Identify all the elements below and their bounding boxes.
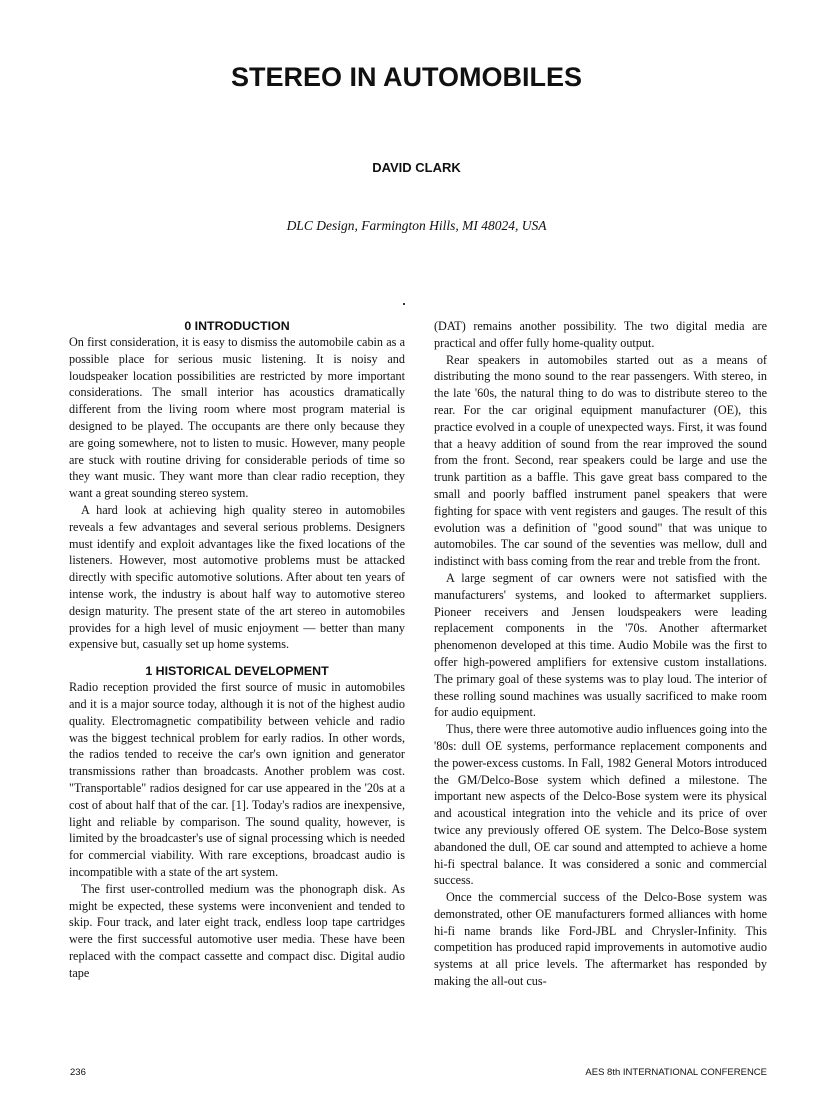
paragraph: A hard look at achieving high quality stereo in automobiles reveals a few advantages and several serious problems. Designers must identify and exploit advantages like the fixed locations of the listeners. However, most automotive problems must be attacked directly with specific automotive solutions. After about ten years of intense work, the industry is about half way to automotive stereo design maturity. The present state of the art stereo in automobiles provides for a high level of music enjoyment — better than many expensive but, casually set up home systems. (69, 502, 405, 652)
paragraph: Radio reception provided the first source of music in automobiles and it is a major source today, although it is not of the highest audio quality. Electromagnetic compatibility between vehicle and radio was the biggest technical problem for early radios. In other words, the radios tended to receive the car's own ignition and generator transmissions rather than broadcasts. Another problem was cost. "Transportable" radios designed for car use appeared in the '20s at a cost of about half that of the car. [1]. Today's radios are inexpensive, light and reliable by comparison. The sound quality, however, is limited by the broadcaster's use of signal processing which is needed for commercial viability. With rare exceptions, broadcast audio is incompatible with a state of the art system. (69, 680, 405, 879)
paragraph: On first consideration, it is easy to dismiss the automobile cabin as a possible place for serious music listening. It is noisy and loudspeaker location possibilities are restricted by more important considerations. The small interior has acoustics dramatically different from the living room where most program material is designed to be played. The occupants are there only because they are going somewhere, not to listen to music. However, many people are stuck with routine driving for considerable periods of time so they want music. They want more than clear radio reception, they want a great sounding stereo system. (69, 335, 405, 501)
section-heading-introduction: 0 INTRODUCTION (184, 319, 290, 333)
paragraph: Thus, there were three automotive audio influences going into the '80s: dull OE systems, performance replacement components and the power-excess customs. In Fall, 1982 General Motors introduced the GM/Delco-Bose system which defined a milestone. The important new aspects of the Delco-Bose system were its physical and acoustical integration into the vehicle and its price of over twice any previously offered OE system. The Delco-Bose system abandoned the dull, OE car sound and attempted to achieve a home hi-fi spectral balance. It was considered a sonic and commercial success. (434, 722, 767, 888)
paragraph: (DAT) remains another possibility. The two digital media are practical and offer fully home-quality output. (434, 319, 767, 350)
paragraph: The first user-controlled medium was the phonograph disk. As might be expected, these systems were inconvenient and tended to skip. Four track, and later eight track, endless loop tape cartridges were the first successful automotive user media. These have been replaced with the compact cassette and compact disc. Digital audio tape (69, 881, 405, 980)
page-number: 236 (70, 1067, 86, 1078)
conference-name: AES 8th INTERNATIONAL CONFERENCE (585, 1067, 767, 1078)
paragraph: A large segment of car owners were not satisfied with the manufacturers' systems, and looked to aftermarket suppliers. Pioneer receivers and Jensen loudspeakers were leading replacement components in the '70s. Another aftermarket phenomenon developed at this time. Audio Mobile was the first to offer high-powered amplifiers for extensive custom installations. The primary goal of these systems was to play loud. The interior of these rolling sound machines was usually sacrificed to make room for audio equipment. (434, 570, 767, 720)
author-affiliation: DLC Design, Farmington Hills, MI 48024, USA (286, 218, 547, 233)
left-column (69, 318, 405, 981)
paper-title: STEREO IN AUTOMOBILES (230, 62, 583, 92)
paragraph: Once the commercial success of the Delco-Bose system was demonstrated, other OE manufacturers formed alliances with home hi-fi name brands like Ford-JBL and Chrysler-Infinity. This competition has produced rapid improvements in automotive audio systems at all price levels. The aftermarket has responded by making the all-out cus- (434, 890, 767, 989)
paragraph: Rear speakers in automobiles started out as a means of distributing the mono sound to the rear passengers. With stereo, in the late '60s, the natural thing to do was to distribute stereo to the rear. For the car original equipment manufacturer (OE), this practice evolved in a couple of unexpected ways. First, it was found that a heavy addition of sound from the rear improved the sound from the front. Second, rear speakers could be large and use the trunk partition as a baffle. This gave great bass compared to the small and poorly baffled instrument panel speakers that were fighting for space with vent registers and gauges. The result of this evolution was a definition of "good sound" that was unique to automobiles. The car sound of the seventies was mellow, dull and indistinct with bass coming from the rear and treble from the front. (434, 352, 767, 569)
author-name: DAVID CLARK (372, 160, 461, 175)
right-column (434, 318, 767, 990)
decorative-dot (403, 303, 405, 305)
section-heading-historical-development: 1 HISTORICAL DEVELOPMENT (145, 664, 329, 679)
